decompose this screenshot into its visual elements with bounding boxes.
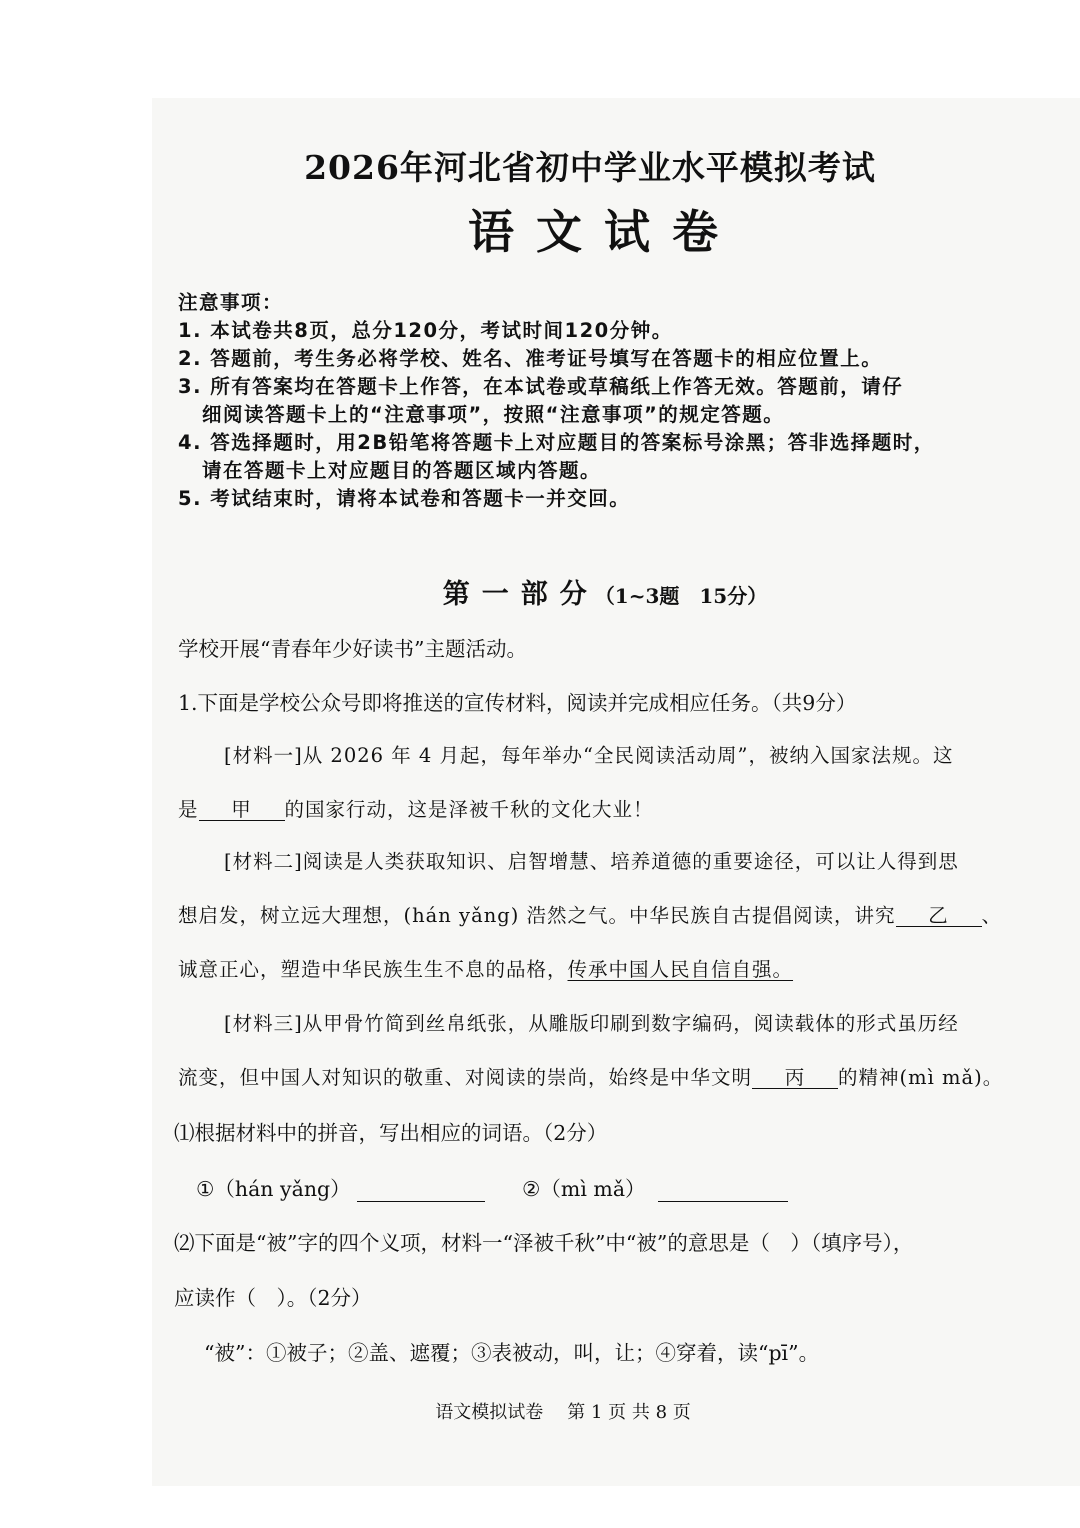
blank-jia: 甲: [199, 800, 285, 821]
material-2-line: [材料二]阅读是人类获取知识、启智增慧、培养道德的重要途径，可以让人得到思: [224, 850, 959, 873]
underlined-sentence: 传承中国人民自信自强。: [567, 958, 794, 981]
section-title: 第一部分: [442, 579, 599, 610]
material-1-line: [材料一]从 2026 年 4 月起，每年举办“全民阅读活动周”，被纳入国家法规。这: [224, 744, 954, 767]
sub-question-1: ⑴根据材料中的拼音，写出相应的词语。（2分）: [174, 1121, 608, 1145]
answer-item-a: ①（hán yǎng）: [196, 1172, 485, 1202]
sub-question-2: ⑵下面是“被”字的四个义项，材料一“泽被千秋”中“被”的意思是（ ）（填序号），: [174, 1231, 914, 1255]
exam-title: 2026年河北省初中学业水平模拟考试: [304, 148, 876, 187]
definition-line: “被”：①被子；②盖、遮覆；③表被动，叫，让；④穿着，读“pī”。: [204, 1341, 820, 1365]
activity-intro: 学校开展“青春年少好读书”主题活动。: [178, 637, 527, 661]
answer-blank: [658, 1179, 788, 1202]
note-item: 细阅读答题卡上的“注意事项”，按照“注意事项”的规定答题。: [202, 403, 785, 426]
answer-blank: [357, 1179, 485, 1202]
blank-bing: 丙: [752, 1068, 838, 1089]
blank-yi: 乙: [896, 906, 982, 927]
material-1-line: 是 甲 的国家行动，这是泽被千秋的文化大业！: [178, 798, 654, 821]
footer-name: 语文模拟试卷: [435, 1402, 544, 1423]
section-heading: [0, 572, 1080, 611]
note-item: 请在答题卡上对应题目的答题区域内答题。: [202, 459, 602, 482]
answer-item-b: ②（mì mǎ）: [522, 1172, 788, 1202]
material-2-line: 诚意正心，塑造中华民族生生不息的品格，传承中国人民自信自强。: [178, 958, 794, 981]
question-1: 1.下面是学校公众号即将推送的宣传材料，阅读并完成相应任务。（共9分）: [178, 691, 857, 715]
note-item: 2. 答题前，考生务必将学校、姓名、准考证号填写在答题卡的相应位置上。: [178, 347, 883, 370]
material-3-line: [材料三]从甲骨竹简到丝帛纸张，从雕版印刷到数字编码，阅读载体的形式虽历经: [224, 1012, 959, 1035]
note-item: 1. 本试卷共8页，总分120分，考试时间120分钟。: [178, 319, 673, 342]
note-item: 3. 所有答案均在答题卡上作答，在本试卷或草稿纸上作答无效。答题前，请仔: [178, 375, 904, 398]
note-item: 5. 考试结束时，请将本试卷和答题卡一并交回。: [178, 487, 631, 510]
page-footer: [0, 1398, 1080, 1424]
notes-heading: 注意事项：: [178, 291, 284, 314]
note-item: 4. 答选择题时，用2B铅笔将答题卡上对应题目的答案标号涂黑；答非选择题时，: [178, 431, 935, 454]
material-2-line: 想启发，树立远大理想，(hán yǎng) 浩然之气。中华民族自古提倡阅读，讲究 乙 、: [178, 904, 1003, 927]
material-3-line: 流变，但中国人对知识的敬重、对阅读的崇尚，始终是中华文明 丙 的精神(mì mǎ)。: [178, 1066, 1004, 1089]
footer-page: 第 1 页 共 8 页: [567, 1402, 691, 1423]
section-score: （1~3题 15分）: [594, 584, 768, 608]
sub-question-2-line: 应读作（ ）。（2分）: [174, 1286, 372, 1310]
subject-title: 语文试卷: [468, 205, 740, 259]
